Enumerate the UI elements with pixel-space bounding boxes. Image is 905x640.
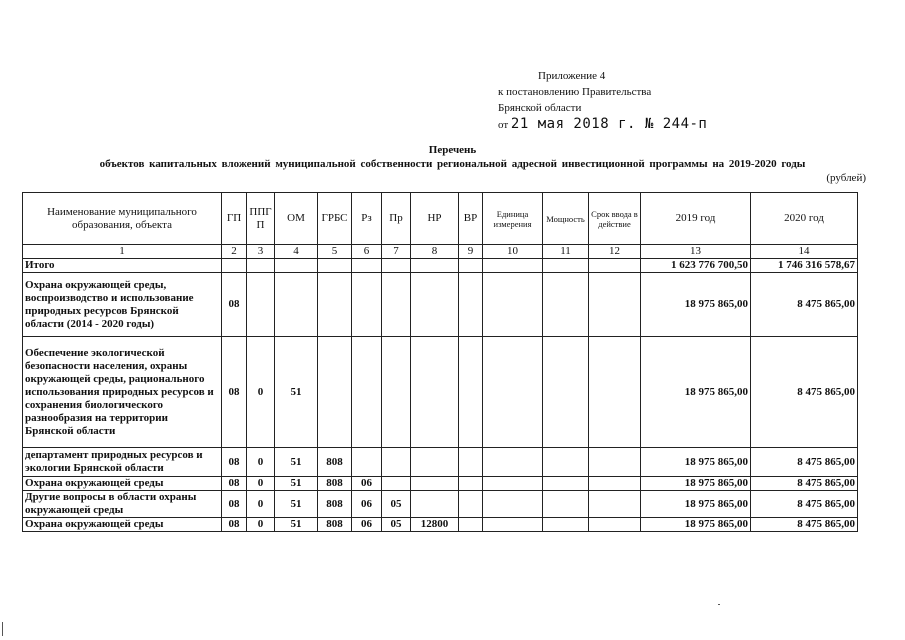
cell-rz: 06 bbox=[352, 477, 382, 491]
scan-dot-mark bbox=[718, 604, 720, 605]
appendix-handwritten-date: 21 мая 2018 г. № 244-п bbox=[510, 116, 708, 132]
cell-y2019: 1 623 776 700,50 bbox=[641, 259, 751, 273]
appendix-date-line bbox=[498, 116, 758, 133]
cell-om bbox=[275, 273, 318, 337]
cell-y2019: 18 975 865,00 bbox=[641, 518, 751, 532]
cell-pr: 05 bbox=[382, 518, 411, 532]
cell-rz: 06 bbox=[352, 518, 382, 532]
cell-ppgp: 0 bbox=[247, 477, 275, 491]
cell-name: Обеспечение экологической безопасности населения, охраны окружающей среды, рационального использования природных ресурсов и сохранения биологического разнообразия на территории Брянской области bbox=[23, 337, 222, 448]
cell-y2020: 1 746 316 578,67 bbox=[751, 259, 858, 273]
investment-table bbox=[22, 192, 858, 532]
cell-gp: 08 bbox=[222, 273, 247, 337]
col-number: 9 bbox=[459, 245, 483, 259]
cell-nr bbox=[411, 273, 459, 337]
header-cell: 2020 год bbox=[751, 193, 858, 245]
cell-y2020: 8 475 865,00 bbox=[751, 491, 858, 518]
cell-power bbox=[543, 259, 589, 273]
cell-y2020: 8 475 865,00 bbox=[751, 477, 858, 491]
cell-nr bbox=[411, 491, 459, 518]
cell-nr bbox=[411, 259, 459, 273]
cell-gp: 08 bbox=[222, 448, 247, 477]
cell-y2019: 18 975 865,00 bbox=[641, 273, 751, 337]
header-cell: ГРБС bbox=[318, 193, 352, 245]
cell-unit bbox=[483, 491, 543, 518]
cell-grbs: 808 bbox=[318, 477, 352, 491]
cell-om: 51 bbox=[275, 491, 318, 518]
header-cell: НР bbox=[411, 193, 459, 245]
cell-rz: 06 bbox=[352, 491, 382, 518]
cell-name: Другие вопросы в области охраны окружающей среды bbox=[23, 491, 222, 518]
header-cell: Рз bbox=[352, 193, 382, 245]
cell-rz bbox=[352, 337, 382, 448]
cell-y2019: 18 975 865,00 bbox=[641, 477, 751, 491]
header-cell: ВР bbox=[459, 193, 483, 245]
cell-name: Охрана окружающей среды bbox=[23, 477, 222, 491]
cell-rz bbox=[352, 259, 382, 273]
cell-om bbox=[275, 259, 318, 273]
cell-rz bbox=[352, 273, 382, 337]
cell-unit bbox=[483, 518, 543, 532]
units-label: (рублей) bbox=[826, 172, 866, 184]
cell-term bbox=[589, 518, 641, 532]
col-number: 13 bbox=[641, 245, 751, 259]
cell-pr bbox=[382, 273, 411, 337]
header-cell: Мощность bbox=[543, 193, 589, 245]
table-row bbox=[23, 337, 858, 448]
cell-power bbox=[543, 477, 589, 491]
header-cell: 2019 год bbox=[641, 193, 751, 245]
col-number: 12 bbox=[589, 245, 641, 259]
cell-nr bbox=[411, 477, 459, 491]
cell-nr: 12800 bbox=[411, 518, 459, 532]
col-number: 1 bbox=[23, 245, 222, 259]
appendix-decree-line: к постановлению Правительства bbox=[498, 86, 652, 98]
cell-term bbox=[589, 337, 641, 448]
cell-nr bbox=[411, 448, 459, 477]
cell-gp: 08 bbox=[222, 477, 247, 491]
col-number: 10 bbox=[483, 245, 543, 259]
cell-unit bbox=[483, 337, 543, 448]
cell-ppgp: 0 bbox=[247, 518, 275, 532]
cell-grbs bbox=[318, 337, 352, 448]
scan-edge-mark bbox=[2, 622, 3, 636]
cell-gp: 08 bbox=[222, 491, 247, 518]
cell-om: 51 bbox=[275, 448, 318, 477]
cell-power bbox=[543, 448, 589, 477]
cell-vr bbox=[459, 491, 483, 518]
cell-unit bbox=[483, 448, 543, 477]
cell-grbs: 808 bbox=[318, 491, 352, 518]
cell-grbs: 808 bbox=[318, 518, 352, 532]
cell-y2020: 8 475 865,00 bbox=[751, 448, 858, 477]
cell-y2019: 18 975 865,00 bbox=[641, 448, 751, 477]
cell-ppgp bbox=[247, 273, 275, 337]
cell-unit bbox=[483, 273, 543, 337]
appendix-region-line: Брянской области bbox=[498, 102, 582, 114]
table-row bbox=[23, 491, 858, 518]
cell-rz bbox=[352, 448, 382, 477]
column-number-row bbox=[23, 245, 858, 259]
cell-y2019: 18 975 865,00 bbox=[641, 491, 751, 518]
cell-vr bbox=[459, 273, 483, 337]
cell-ppgp: 0 bbox=[247, 491, 275, 518]
cell-pr: 05 bbox=[382, 491, 411, 518]
cell-om: 51 bbox=[275, 518, 318, 532]
cell-term bbox=[589, 448, 641, 477]
header-cell: ОМ bbox=[275, 193, 318, 245]
cell-gp: 08 bbox=[222, 518, 247, 532]
cell-unit bbox=[483, 477, 543, 491]
table-row bbox=[23, 518, 858, 532]
cell-name: Итого bbox=[23, 259, 222, 273]
table-row bbox=[23, 448, 858, 477]
cell-unit bbox=[483, 259, 543, 273]
cell-term bbox=[589, 477, 641, 491]
cell-ppgp: 0 bbox=[247, 337, 275, 448]
cell-y2019: 18 975 865,00 bbox=[641, 337, 751, 448]
cell-vr bbox=[459, 477, 483, 491]
cell-term bbox=[589, 491, 641, 518]
header-cell: Единица измерения bbox=[483, 193, 543, 245]
cell-gp bbox=[222, 259, 247, 273]
cell-om: 51 bbox=[275, 477, 318, 491]
header-cell: ППГ П bbox=[247, 193, 275, 245]
col-number: 14 bbox=[751, 245, 858, 259]
col-number: 5 bbox=[318, 245, 352, 259]
cell-name: департамент природных ресурсов и экологии Брянской области bbox=[23, 448, 222, 477]
table-row bbox=[23, 259, 858, 273]
document-subtitle: объектов капитальных вложений муниципальной собственности региональной адресной инвестиционной программы на 2019-2020 годы bbox=[99, 158, 806, 170]
col-number: 4 bbox=[275, 245, 318, 259]
document-title: Перечень bbox=[428, 144, 477, 156]
cell-pr bbox=[382, 259, 411, 273]
appendix-number: Приложение 4 bbox=[538, 70, 606, 82]
col-number: 2 bbox=[222, 245, 247, 259]
cell-power bbox=[543, 518, 589, 532]
cell-ppgp: 0 bbox=[247, 448, 275, 477]
appendix-date-prefix: от bbox=[498, 119, 509, 131]
cell-vr bbox=[459, 337, 483, 448]
cell-vr bbox=[459, 448, 483, 477]
table-header-row bbox=[23, 193, 858, 245]
cell-grbs bbox=[318, 259, 352, 273]
table-row bbox=[23, 273, 858, 337]
cell-vr bbox=[459, 259, 483, 273]
appendix-block bbox=[498, 68, 758, 133]
cell-power bbox=[543, 273, 589, 337]
col-number: 7 bbox=[382, 245, 411, 259]
col-number: 11 bbox=[543, 245, 589, 259]
cell-term bbox=[589, 273, 641, 337]
cell-pr bbox=[382, 448, 411, 477]
col-number: 6 bbox=[352, 245, 382, 259]
cell-grbs bbox=[318, 273, 352, 337]
cell-power bbox=[543, 491, 589, 518]
cell-y2020: 8 475 865,00 bbox=[751, 273, 858, 337]
col-number: 3 bbox=[247, 245, 275, 259]
cell-grbs: 808 bbox=[318, 448, 352, 477]
cell-y2020: 8 475 865,00 bbox=[751, 518, 858, 532]
header-cell: Наименование муниципального образования, объекта bbox=[23, 193, 222, 245]
cell-gp: 08 bbox=[222, 337, 247, 448]
header-cell: Пр bbox=[382, 193, 411, 245]
col-number: 8 bbox=[411, 245, 459, 259]
header-cell: Срок ввода в действие bbox=[589, 193, 641, 245]
cell-name: Охрана окружающей среды bbox=[23, 518, 222, 532]
cell-om: 51 bbox=[275, 337, 318, 448]
cell-pr bbox=[382, 337, 411, 448]
cell-nr bbox=[411, 337, 459, 448]
cell-ppgp bbox=[247, 259, 275, 273]
cell-vr bbox=[459, 518, 483, 532]
header-cell: ГП bbox=[222, 193, 247, 245]
cell-name: Охрана окружающей среды, воспроизводство и использование природных ресурсов Брянской области (2014 - 2020 годы) bbox=[23, 273, 222, 337]
cell-y2020: 8 475 865,00 bbox=[751, 337, 858, 448]
cell-power bbox=[543, 337, 589, 448]
cell-pr bbox=[382, 477, 411, 491]
cell-term bbox=[589, 259, 641, 273]
table-row bbox=[23, 477, 858, 491]
